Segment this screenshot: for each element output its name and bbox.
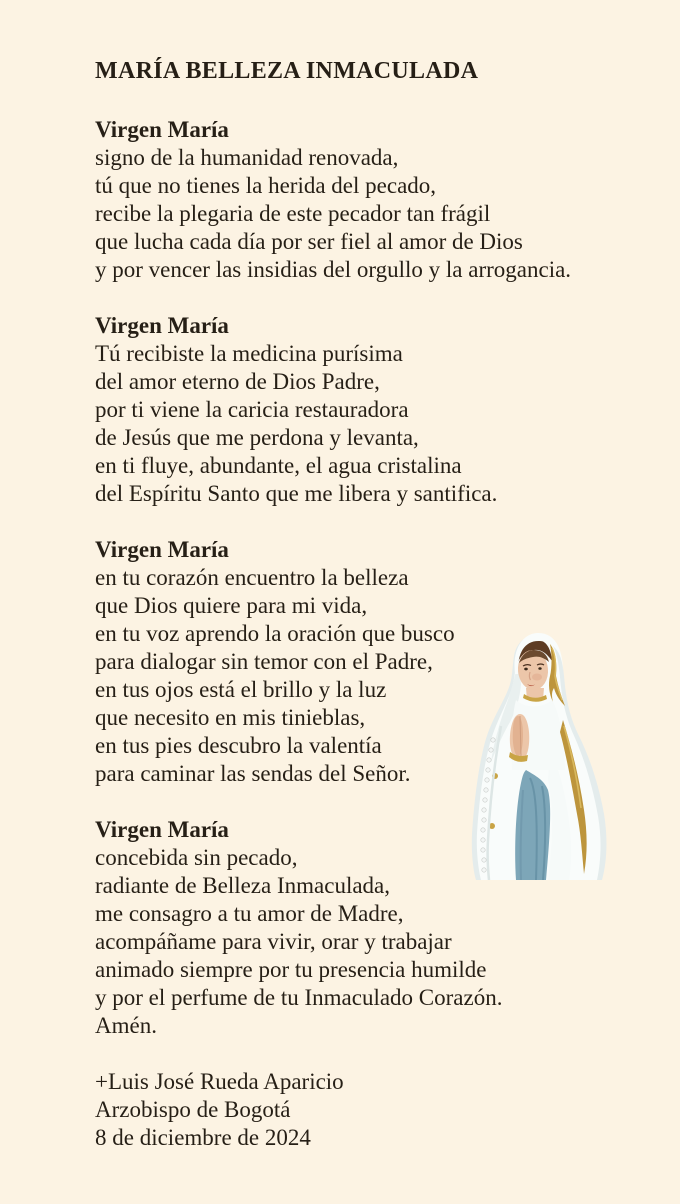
poem-line: en ti fluye, abundante, el agua cristalina bbox=[95, 453, 462, 478]
stanza-1 bbox=[95, 116, 605, 284]
stanza-2 bbox=[95, 312, 605, 508]
poem-line: para dialogar sin temor con el Padre, bbox=[95, 649, 433, 674]
page-title: MARÍA BELLEZA INMACULADA bbox=[95, 58, 479, 84]
stanza-heading: Virgen María bbox=[95, 817, 229, 842]
poem-line: concebida sin pecado, bbox=[95, 845, 298, 870]
poem-line: de Jesús que me perdona y levanta, bbox=[95, 425, 419, 450]
virgin-mary-statue-icon bbox=[468, 630, 613, 880]
stanza-heading: Virgen María bbox=[95, 117, 229, 142]
poem-line: para caminar las sendas del Señor. bbox=[95, 761, 411, 786]
poem-line: acompáñame para vivir, orar y trabajar bbox=[95, 929, 452, 954]
poem-line: tú que no tienes la herida del pecado, bbox=[95, 173, 437, 198]
poem-line: signo de la humanidad renovada, bbox=[95, 145, 399, 170]
poem-line: del amor eterno de Dios Padre, bbox=[95, 369, 380, 394]
poem-line: en tu corazón encuentro la belleza bbox=[95, 565, 409, 590]
signature-role: Arzobispo de Bogotá bbox=[95, 1097, 291, 1122]
stanza-heading: Virgen María bbox=[95, 537, 229, 562]
poem-line: Tú recibiste la medicina purísima bbox=[95, 341, 403, 366]
prayer-text bbox=[95, 57, 605, 1152]
signature-date: 8 de diciembre de 2024 bbox=[95, 1125, 311, 1150]
poem-line: Amén. bbox=[95, 1013, 157, 1038]
poem-line: que necesito en mis tinieblas, bbox=[95, 705, 366, 730]
poem-line: en tu voz aprendo la oración que busco bbox=[95, 621, 455, 646]
poem-line: del Espíritu Santo que me libera y santifica. bbox=[95, 481, 498, 506]
poem-line: por ti viene la caricia restauradora bbox=[95, 397, 409, 422]
virgin-mary-statue-image bbox=[468, 630, 613, 880]
poem-line: animado siempre por tu presencia humilde bbox=[95, 957, 487, 982]
signature-block bbox=[95, 1068, 605, 1152]
poem-line: en tus ojos está el brillo y la luz bbox=[95, 677, 387, 702]
poem-line: en tus pies descubro la valentía bbox=[95, 733, 382, 758]
poem-line: y por vencer las insidias del orgullo y la arrogancia. bbox=[95, 257, 572, 282]
signature-author: +Luis José Rueda Aparicio bbox=[95, 1069, 344, 1094]
poem-line: me consagro a tu amor de Madre, bbox=[95, 901, 404, 926]
poem-line: y por el perfume de tu Inmaculado Corazón. bbox=[95, 985, 503, 1010]
poem-line: que Dios quiere para mi vida, bbox=[95, 593, 368, 618]
poem-line: recibe la plegaria de este pecador tan frágil bbox=[95, 201, 491, 226]
poem-line: radiante de Belleza Inmaculada, bbox=[95, 873, 391, 898]
stanza-heading: Virgen María bbox=[95, 313, 229, 338]
poem-line: que lucha cada día por ser fiel al amor de Dios bbox=[95, 229, 523, 254]
